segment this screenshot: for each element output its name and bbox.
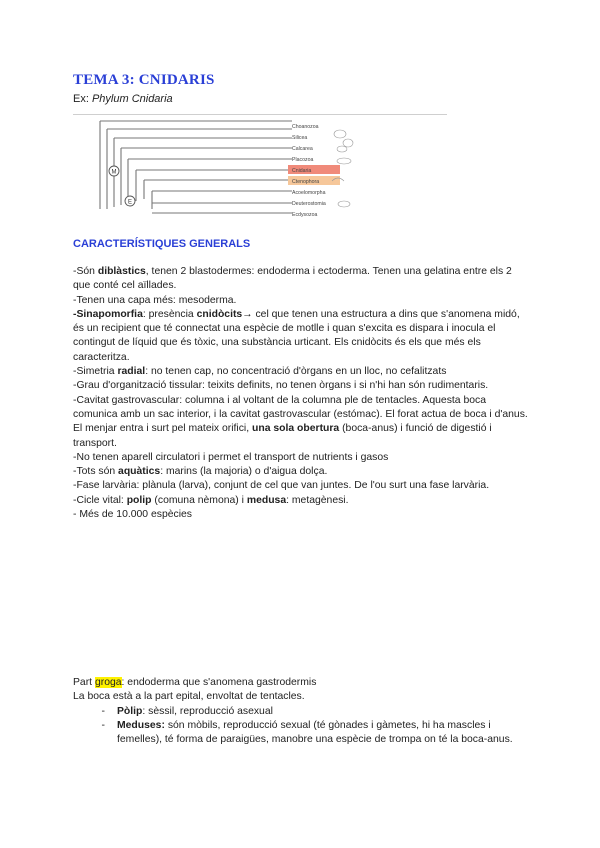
cladogram-figure [92,119,362,219]
bold-term: diblàstics [97,266,146,277]
paragraph [73,394,528,451]
anatomy-notes [73,676,528,747]
subtitle [73,93,173,105]
bold-term: -Sinapomorfia [73,308,143,320]
subtitle-phylum: Phylum Cnidaria [91,93,173,105]
bold-term: polip [126,494,152,506]
text-run: : metagènesi. [286,494,349,506]
text-run: -Tots són [73,466,119,478]
node-e-label: E [128,199,133,206]
text-run: -Simetria [73,366,118,378]
text-run: Part [73,677,95,688]
text-run: : no tenen cap, no concentració d'òrgans en un lloc, no cefalitzats [145,366,447,378]
paragraph [73,365,528,379]
text-run: -Són [73,266,98,277]
paragraph [73,465,528,479]
list-item [73,705,528,719]
dash-bullet: - [101,705,105,717]
text-run: → cel que tenen una estructura a dins que s'anomena midó, és un recipient que té connectat una espècie de motlle i quan s'excita es dispara i inocula el contingut de líquid que és tòxic, una substància urticant. Els cnidòcits és els que més els caracteritza. [73,308,520,363]
text-run: -Cavitat gastrovascular: columna i al voltant de la columna ple de tentacles. Aquesta boca comunica amb un sac interior, i la cavitat gastrovascular (estómac). El forat actua de boca i d'anus. El menjar entra i surt pel mateix orifici, [73,394,528,435]
text-run: : endoderma que s'anomena gastrodermis [121,677,317,688]
bold-term: una sola obertura [252,423,340,435]
text-run: , tenen 2 blastodermes: endoderma i ectoderma. Tenen una gelatina entre els 2 que conté cel aïllades. [73,266,512,292]
taxon-label: Acoelomorpha [292,190,326,196]
text-run: (boca-anus) i funció de digestió i transport. [73,423,492,449]
paragraph: -No tenen aparell circulatori i permet el transport de nutrients i gasos [73,451,389,463]
taxon-label: Placozoa [292,157,314,163]
paragraph: -Grau d'organització tissular: teixits definits, no tenen òrgans i si n'hi han són rudimentaris. [73,380,489,392]
text-run: : sèssil, reproducció asexual [142,705,273,717]
list-item [73,719,528,748]
paragraph: -Tenen una capa més: mesoderma. [73,294,237,306]
taxon-label: Silicea [292,135,308,141]
text-run: són mòbils, reproducció sexual (té gònades i gàmetes, hi ha mascles i femelles), té forma de paraigües, manobre una espècie de trompa on té la boca-anus. [117,719,513,746]
taxon-label: Calcarea [292,146,313,152]
text-run: -Cicle vital: [73,494,127,506]
text-run: : presència [142,308,197,320]
taxon-label: Choanozoa [292,124,319,130]
divider [73,114,447,115]
text-run: (comuna nèmona) i [151,494,247,506]
characteristics-text [73,265,528,522]
bold-term: radial [117,366,146,378]
node-m-label: M [111,169,117,176]
dash-bullet: - [101,719,105,731]
paragraph: La boca està a la part epital, envoltat de tentacles. [73,691,305,703]
paragraph [73,676,528,690]
taxon-label: Deuterostomia [292,201,326,207]
taxon-label: Cnidaria [292,168,312,174]
bold-term: medusa [246,494,287,506]
bold-term: Meduses: [117,719,165,731]
highlighted-word: groga [94,677,122,688]
text-run: : marins (la majoria) o d'aigua dolça. [160,466,328,478]
paragraph [73,308,528,365]
paragraph: -Fase larvària: plànula (larva), conjunt de cel que van juntes. De l'ou surt una fase larvària. [73,480,490,492]
section-heading: CARACTERÍSTIQUES GENERALS [73,238,251,250]
bold-term: cnidòcits [196,308,243,320]
subtitle-prefix: Ex: [73,93,92,105]
paragraph [73,494,528,508]
bold-term: aquàtics [118,466,161,478]
bold-term: Pòlip [117,705,143,717]
page-title: TEMA 3: CNIDARIS [73,72,215,88]
taxon-label: Ecdysozoa [292,212,318,218]
paragraph [73,265,528,294]
paragraph: - Més de 10.000 espècies [73,509,192,521]
taxon-label: Ctenophora [292,179,320,185]
